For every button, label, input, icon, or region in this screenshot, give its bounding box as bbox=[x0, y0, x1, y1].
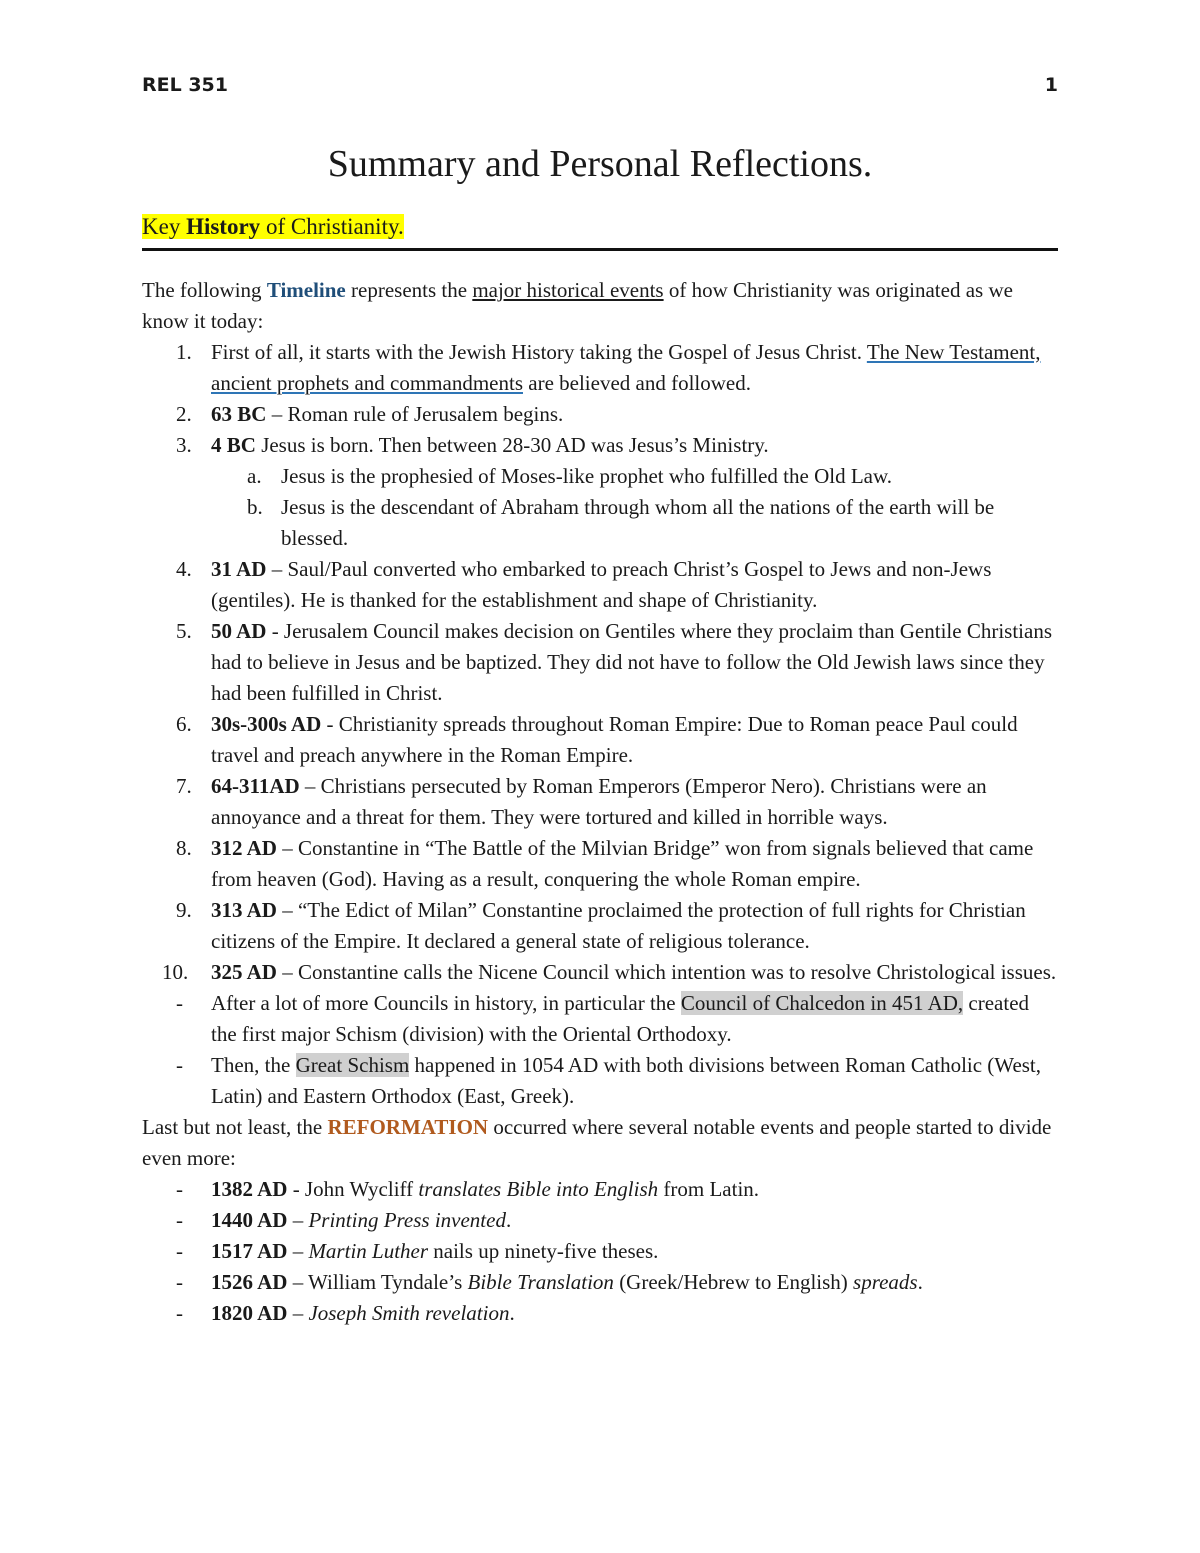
dash-list-item bbox=[142, 1050, 1058, 1112]
item-text: Jesus is the descendant of Abraham through whom all the nations of the earth will be blessed. bbox=[281, 495, 995, 550]
dash-bullet: - bbox=[176, 991, 183, 1015]
item-italic-text: translates Bible into English bbox=[418, 1177, 659, 1201]
heading-text-1: Key bbox=[142, 214, 187, 239]
item-text: . bbox=[505, 1208, 512, 1232]
section-heading bbox=[142, 214, 1058, 251]
item-date: 30s-300s AD bbox=[211, 712, 322, 736]
list-number: 10. bbox=[162, 960, 189, 984]
item-date: 1820 AD bbox=[211, 1301, 288, 1325]
item-date: 1517 AD bbox=[211, 1239, 288, 1263]
highlighted-phrase: Council of Chalcedon in 451 AD, bbox=[680, 991, 964, 1015]
dash-bullet: - bbox=[176, 1239, 183, 1263]
list-number: 4. bbox=[176, 557, 192, 581]
list-item bbox=[142, 616, 1058, 709]
sub-list-item bbox=[142, 461, 1058, 492]
item-italic-text: Martin Luther bbox=[308, 1239, 429, 1263]
list-item bbox=[142, 399, 1058, 430]
intro-paragraph bbox=[142, 275, 1058, 337]
intro-text: of how Christianity was originated as we know it today: bbox=[142, 278, 1013, 333]
course-code: REL 351 bbox=[142, 74, 228, 96]
item-italic-text: Joseph Smith revelation bbox=[308, 1301, 510, 1325]
list-number: 5. bbox=[176, 619, 192, 643]
item-text: - Christianity spreads throughout Roman Empire: Due to Roman peace Paul could travel and preach anywhere in the Roman Empire. bbox=[211, 712, 1018, 767]
heading-highlight bbox=[142, 214, 404, 239]
item-text: (Greek/Hebrew to English) bbox=[613, 1270, 854, 1294]
dash-list-item bbox=[142, 1298, 1058, 1329]
item-date: 313 AD bbox=[211, 898, 277, 922]
heading-bold-text: History bbox=[186, 214, 261, 239]
dash-bullet: - bbox=[176, 1208, 183, 1232]
sub-list-item bbox=[142, 492, 1058, 554]
list-number: 9. bbox=[176, 898, 192, 922]
timeline-keyword: Timeline bbox=[266, 278, 346, 302]
heading-text-2: of Christianity. bbox=[260, 214, 404, 239]
item-text: First of all, it starts with the Jewish History taking the Gospel of Jesus Christ. bbox=[211, 340, 867, 364]
paragraph-text: Last but not least, the bbox=[142, 1115, 328, 1139]
item-text: – Christians persecuted by Roman Emperors (Emperor Nero). Christians were an annoyance and a threat for them. They were tortured and killed in horrible ways. bbox=[211, 774, 987, 829]
item-text: – bbox=[287, 1301, 309, 1325]
item-date: 312 AD bbox=[211, 836, 277, 860]
item-date: 4 BC bbox=[211, 433, 256, 457]
item-text: - John Wycliff bbox=[287, 1177, 419, 1201]
document-body bbox=[142, 275, 1058, 1329]
item-text: happened in 1054 AD with both divisions between Roman Catholic (West, Latin) and Eastern Orthodox (East, Greek). bbox=[211, 1053, 1042, 1108]
dash-list-item bbox=[142, 1174, 1058, 1205]
item-italic-text: spreads bbox=[853, 1270, 918, 1294]
dash-list-item bbox=[142, 1236, 1058, 1267]
item-text: - Jerusalem Council makes decision on Gentiles where they proclaim than Gentile Christians had to believe in Jesus and be baptized. They did not have to follow the Old Jewish laws since they had been fulfilled in Christ. bbox=[211, 619, 1052, 705]
list-item bbox=[142, 554, 1058, 616]
list-item bbox=[142, 957, 1058, 988]
item-date: 31 AD bbox=[211, 557, 267, 581]
item-italic-text: Printing Press invented bbox=[308, 1208, 506, 1232]
item-date: 1526 AD bbox=[211, 1270, 288, 1294]
dash-bullet: - bbox=[176, 1177, 183, 1201]
list-item bbox=[142, 833, 1058, 895]
item-text: After a lot of more Councils in history, in particular the bbox=[211, 991, 681, 1015]
item-text: – bbox=[287, 1208, 309, 1232]
page-header bbox=[142, 74, 1058, 104]
dash-list-item bbox=[142, 1205, 1058, 1236]
item-date: 1382 AD bbox=[211, 1177, 288, 1201]
list-number: 3. bbox=[176, 433, 192, 457]
list-number: 1. bbox=[176, 340, 192, 364]
list-item bbox=[142, 771, 1058, 833]
list-number: 6. bbox=[176, 712, 192, 736]
item-text: . bbox=[509, 1301, 515, 1325]
item-text: created the first major Schism (division) with the Oriental Orthodoxy. bbox=[211, 991, 1030, 1046]
list-item bbox=[142, 337, 1058, 399]
item-date: 50 AD bbox=[211, 619, 267, 643]
dash-bullet: - bbox=[176, 1301, 183, 1325]
reformation-paragraph bbox=[142, 1112, 1058, 1174]
item-date: 325 AD bbox=[211, 960, 277, 984]
list-item bbox=[142, 895, 1058, 957]
item-text: – Saul/Paul converted who embarked to preach Christ’s Gospel to Jews and non-Jews (gentiles). He is thanked for the establishment and shape of Christianity. bbox=[211, 557, 992, 612]
item-italic-text: Bible Translation bbox=[467, 1270, 614, 1294]
list-item bbox=[142, 430, 1058, 461]
intro-text: The following bbox=[142, 278, 267, 302]
item-text: nails up ninety-five theses. bbox=[428, 1239, 659, 1263]
item-date: 64-311AD bbox=[211, 774, 300, 798]
item-text: – Constantine calls the Nicene Council which intention was to resolve Christological issues. bbox=[276, 960, 1057, 984]
highlighted-phrase: Great Schism bbox=[295, 1053, 410, 1077]
document-title: Summary and Personal Reflections. bbox=[327, 143, 873, 185]
dash-list-item bbox=[142, 988, 1058, 1050]
dash-list-item bbox=[142, 1267, 1058, 1298]
list-item bbox=[142, 709, 1058, 771]
item-text: – bbox=[287, 1239, 309, 1263]
underlined-phrase: The New Testament, ancient prophets and commandments bbox=[211, 340, 1041, 395]
item-text: Jesus is born. Then between 28-30 AD was Jesus’s Ministry. bbox=[255, 433, 769, 457]
page-number: 1 bbox=[1044, 74, 1058, 96]
dash-bullet: - bbox=[176, 1270, 183, 1294]
item-text: Then, the bbox=[211, 1053, 296, 1077]
timeline-list bbox=[142, 337, 1058, 1112]
sub-list-letter: a. bbox=[247, 464, 262, 488]
intro-text: represents the bbox=[345, 278, 473, 302]
item-text: – Roman rule of Jerusalem begins. bbox=[266, 402, 564, 426]
item-text: – William Tyndale’s bbox=[287, 1270, 468, 1294]
underlined-phrase: major historical events bbox=[472, 278, 664, 302]
list-number: 2. bbox=[176, 402, 192, 426]
item-date: 1440 AD bbox=[211, 1208, 288, 1232]
item-text: – “The Edict of Milan” Constantine proclaimed the protection of full rights for Christian citizens of the Empire. It declared a general state of religious tolerance. bbox=[211, 898, 1026, 953]
dash-bullet: - bbox=[176, 1053, 183, 1077]
item-text: Jesus is the prophesied of Moses-like prophet who fulfilled the Old Law. bbox=[281, 464, 893, 488]
sub-list-letter: b. bbox=[247, 495, 263, 519]
paragraph-text: occurred where several notable events and people started to divide even more: bbox=[142, 1115, 1052, 1170]
item-text: from Latin. bbox=[658, 1177, 760, 1201]
item-date: 63 BC bbox=[211, 402, 267, 426]
item-text: – Constantine in “The Battle of the Milvian Bridge” won from signals believed that came from heaven (God). Having as a result, conquering the whole Roman empire. bbox=[211, 836, 1034, 891]
item-text: are believed and followed. bbox=[523, 371, 751, 395]
reformation-keyword: REFORMATION bbox=[327, 1115, 489, 1139]
item-text: . bbox=[917, 1270, 923, 1294]
reformation-list bbox=[142, 1174, 1058, 1329]
list-number: 7. bbox=[176, 774, 192, 798]
list-number: 8. bbox=[176, 836, 192, 860]
